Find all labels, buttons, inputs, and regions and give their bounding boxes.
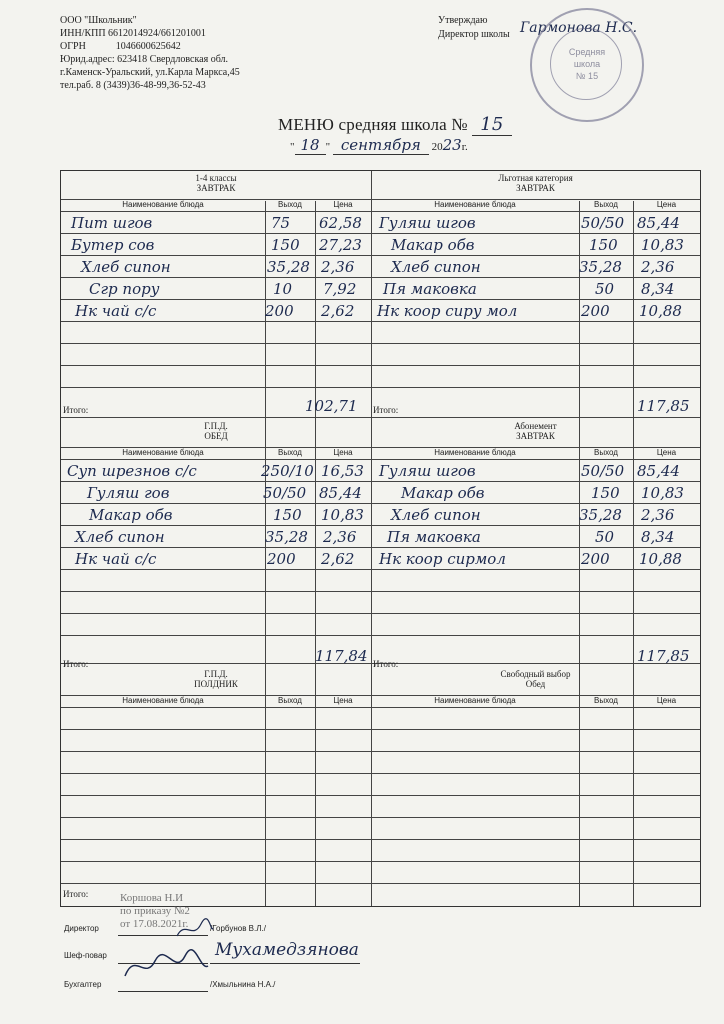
chef-signature: Мухамедзянова: [215, 940, 359, 960]
t4-row5-out: 200: [581, 550, 610, 568]
director-school-label: Директор школы: [438, 29, 510, 40]
t2-row2-name: Макар обв: [391, 236, 475, 254]
t3-row2-name: Гуляш гов: [87, 484, 170, 502]
colhdr-out-4: Выход: [594, 448, 618, 457]
t1-total-label: Итого:: [63, 405, 89, 415]
org-name: ООО "Школьник": [60, 15, 137, 26]
t1-row5-out: 200: [265, 302, 294, 320]
t4-row4-name: Пя маковка: [387, 528, 481, 546]
colhdr-price-4: Цена: [656, 448, 677, 457]
t3-total-label: Итого:: [63, 659, 89, 669]
date-year: 23: [442, 136, 462, 154]
t4-row5-price: 10,88: [639, 550, 682, 568]
colhdr-name-2: Наименование блюда: [434, 200, 516, 209]
t1-total-value: 102,71: [305, 397, 358, 415]
director-label: Директор: [64, 924, 99, 933]
hline-b: [61, 211, 700, 212]
hline-s4: [61, 547, 700, 548]
t1-row4-out: 10: [273, 280, 293, 298]
t2-row3-name: Хлеб сипон: [391, 258, 481, 276]
t3-row2-price: 85,44: [319, 484, 362, 502]
section5-header: Г.П.Д. ПОЛДНИК: [194, 669, 238, 689]
colhdr-name-1: Наименование блюда: [122, 200, 204, 209]
colhdr-price-3: Цена: [333, 448, 353, 457]
school-stamp: [530, 8, 644, 122]
colhdr-out-5: Выход: [278, 696, 302, 705]
director-name: /Горбунов В.Л./: [210, 924, 266, 933]
accountant-sign-line: [118, 991, 208, 992]
t2-row1-out: 50/50: [581, 214, 625, 232]
t3-row5-name: Нк чай с/с: [75, 550, 157, 568]
t3-row5-out: 200: [267, 550, 296, 568]
accountant-name: /Хмыльнина Н.А./: [210, 980, 276, 989]
t2-row1-price: 85,44: [637, 214, 680, 232]
hline-t6: [61, 839, 700, 840]
hline-r5: [61, 321, 700, 322]
t5-total-label: Итого:: [63, 889, 89, 899]
t3-row1-price: 16,53: [321, 462, 364, 480]
t3-row3-out: 150: [273, 506, 302, 524]
hline-s2: [61, 503, 700, 504]
responsible-date: от 17.08.2021г.: [120, 918, 189, 930]
col-divider-r1: [579, 201, 580, 906]
t1-row1-price: 62,58: [319, 214, 362, 232]
chef-label: Шеф-повар: [64, 951, 107, 960]
t4-row2-out: 150: [591, 484, 620, 502]
hline-s1: [61, 481, 700, 482]
t2-row2-price: 10,83: [641, 236, 684, 254]
t2-total-value: 117,85: [637, 397, 690, 415]
t2-row4-name: Пя маковка: [383, 280, 477, 298]
director-signature: Гармонова Н.С.: [520, 20, 638, 36]
hline-r1: [61, 233, 700, 234]
org-ogrn: [60, 40, 310, 53]
title-prefix: МЕНЮ средняя школа №: [278, 115, 468, 134]
t1-row4-name: Сгр пору: [89, 280, 160, 298]
t4-row4-out: 50: [595, 528, 615, 546]
hline-s6: [61, 591, 700, 592]
ogrn-label: ОГРН: [60, 41, 86, 52]
section4-header: Абонемент ЗАВТРАК: [514, 421, 557, 441]
colhdr-price-6: Цена: [656, 696, 677, 705]
hline-t2: [61, 751, 700, 752]
accountant-label: Бухгалтер: [64, 980, 102, 989]
colhdr-price-5: Цена: [333, 696, 353, 705]
t2-row5-price: 10,88: [639, 302, 682, 320]
menu-title: [278, 114, 512, 135]
t4-row2-name: Макар обв: [401, 484, 485, 502]
hline-r2: [61, 255, 700, 256]
t1-row1-out: 75: [271, 214, 291, 232]
org-phone: тел.раб. 8 (3439)36-48-99,36-52-43: [60, 80, 206, 91]
colhdr-name-6: Наименование блюда: [434, 696, 516, 705]
org-inn: ИНН/КПП 6612014924/661201001: [60, 28, 206, 39]
t3-row1-out: 250/10: [261, 462, 314, 480]
t3-row5-price: 2,62: [321, 550, 355, 568]
t4-total-label: Итого:: [373, 659, 399, 669]
t2-row1-name: Гуляш шгов: [379, 214, 476, 232]
t1-row5-price: 2,62: [321, 302, 355, 320]
colhdr-out-3: Выход: [278, 448, 302, 457]
t2-row3-out: 35,28: [579, 258, 622, 276]
hline-r7: [61, 365, 700, 366]
hline-d: [61, 459, 700, 460]
colhdr-name-3: Наименование блюда: [122, 448, 204, 457]
chef-scribble: [120, 946, 210, 986]
colhdr-price-1: Цена: [333, 200, 353, 209]
t3-total-value: 117,84: [315, 647, 368, 665]
t1-row3-out: 35,28: [267, 258, 310, 276]
t4-row4-price: 8,34: [641, 528, 675, 546]
hline-r4: [61, 299, 700, 300]
hline-f: [61, 707, 700, 708]
responsible-order: по приказу №2: [120, 905, 190, 917]
section2-header: Льготная категория ЗАВТРАК: [498, 173, 573, 193]
t3-row4-price: 2,36: [323, 528, 357, 546]
colhdr-price-2: Цена: [656, 200, 677, 209]
date-day: 18: [295, 136, 326, 155]
t1-row5-name: Нк чай с/с: [75, 302, 157, 320]
colhdr-out-2: Выход: [594, 200, 618, 209]
t1-row3-name: Хлеб сипон: [81, 258, 171, 276]
hline-t1: [61, 729, 700, 730]
chef-name-line: [210, 963, 360, 964]
stamp-text: Средняя школа № 15: [568, 47, 606, 81]
hline-r8: [61, 387, 700, 388]
t4-row1-name: Гуляш шгов: [379, 462, 476, 480]
colhdr-name-4: Наименование блюда: [434, 448, 516, 457]
org-address2: г.Каменск-Уральский, ул.Карла Маркса,45: [60, 67, 240, 78]
hline-r6: [61, 343, 700, 344]
t2-row5-out: 200: [581, 302, 610, 320]
ogrn-value: 1046600625642: [115, 41, 181, 52]
school-number: 15: [472, 114, 511, 136]
col-divider-l2: [315, 201, 316, 906]
t4-row3-name: Хлеб сипон: [391, 506, 481, 524]
t1-row3-price: 2,36: [321, 258, 355, 276]
hline-t4: [61, 795, 700, 796]
t3-row1-name: Суп шрезнов с/с: [67, 462, 197, 480]
t3-row4-out: 35,28: [265, 528, 308, 546]
t2-row3-price: 2,36: [641, 258, 675, 276]
t1-row2-name: Бутер сов: [71, 236, 155, 254]
t1-row1-name: Пит шгов: [71, 214, 153, 232]
t3-row2-out: 50/50: [263, 484, 307, 502]
date-month: сентября: [333, 136, 429, 155]
hline-s3: [61, 525, 700, 526]
col-divider-r2: [633, 201, 634, 906]
t4-row1-price: 85,44: [637, 462, 680, 480]
colhdr-name-5: Наименование блюда: [122, 696, 204, 705]
org-header: [60, 14, 310, 92]
hline-t5: [61, 817, 700, 818]
hline-s8: [61, 635, 700, 636]
t4-total-value: 117,85: [637, 647, 690, 665]
hline-s7: [61, 613, 700, 614]
t2-row4-price: 8,34: [641, 280, 675, 298]
approve-label: Утверждаю: [438, 15, 488, 26]
t4-row1-out: 50/50: [581, 462, 625, 480]
t3-row3-name: Макар обв: [89, 506, 173, 524]
t4-row3-price: 2,36: [641, 506, 675, 524]
responsible-name: Коршова Н.И: [120, 892, 184, 904]
section1-header: 1-4 классы ЗАВТРАК: [195, 173, 237, 193]
t4-row3-out: 35,28: [579, 506, 622, 524]
t1-row4-price: 7,92: [323, 280, 357, 298]
menu-grid: [60, 170, 701, 907]
colhdr-out-6: Выход: [594, 696, 618, 705]
menu-date: " 18 " сентября 2023г.: [290, 136, 468, 154]
t2-total-label: Итого:: [373, 405, 399, 415]
t4-row5-name: Нк коор сирмол: [379, 550, 506, 568]
org-address1: Юрид.адрес: 623418 Свердловская обл.: [60, 54, 229, 65]
t3-row3-price: 10,83: [321, 506, 364, 524]
hline-s5: [61, 569, 700, 570]
hline-t7: [61, 861, 700, 862]
t2-row5-name: Нк коор сиру мол: [377, 302, 518, 320]
colhdr-out-1: Выход: [278, 200, 302, 209]
t1-row2-price: 27,23: [319, 236, 362, 254]
t2-row4-out: 50: [595, 280, 615, 298]
hline-r3: [61, 277, 700, 278]
t1-row2-out: 150: [271, 236, 300, 254]
hline-total1: [61, 417, 700, 418]
section6-header: Свободный выбор Обед: [500, 669, 571, 689]
t4-row2-price: 10,83: [641, 484, 684, 502]
director-scribble: [175, 918, 215, 942]
section3-header: Г.П.Д. ОБЕД: [204, 421, 228, 441]
t3-row4-name: Хлеб сипон: [75, 528, 165, 546]
t2-row2-out: 150: [589, 236, 618, 254]
hline-total3: [61, 883, 700, 884]
hline-t3: [61, 773, 700, 774]
